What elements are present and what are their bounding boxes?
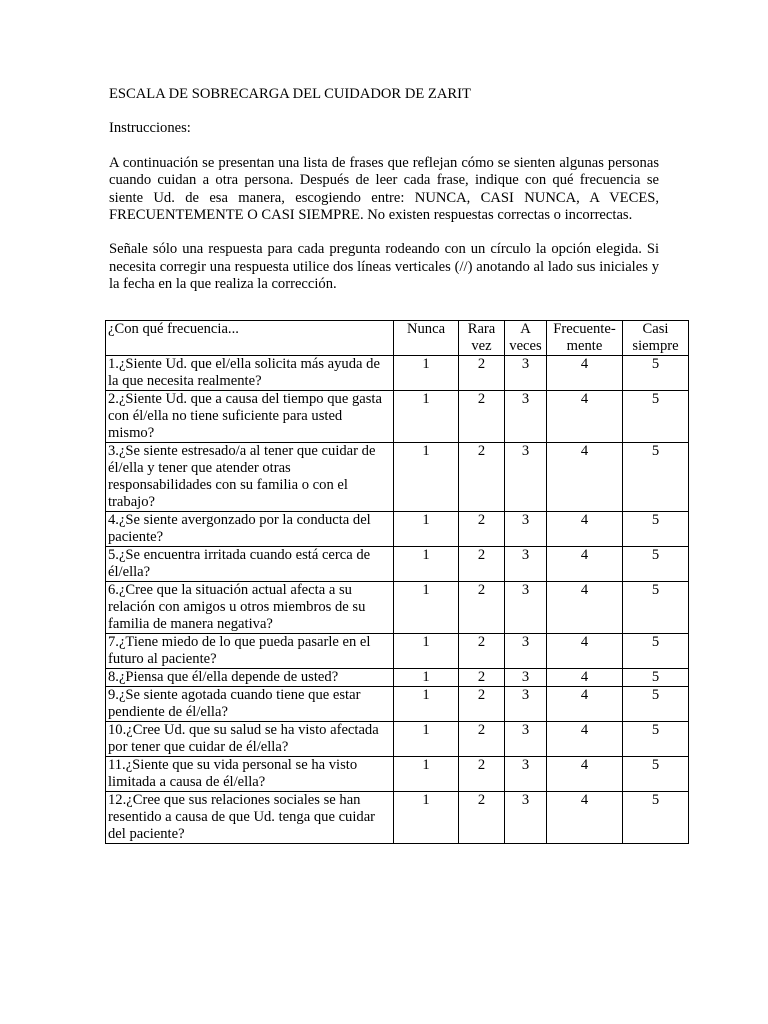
option-rara-vez[interactable]: 2 bbox=[459, 722, 505, 757]
option-frecuentemente[interactable]: 4 bbox=[547, 391, 623, 443]
option-rara-vez[interactable]: 2 bbox=[459, 757, 505, 792]
option-casi-siempre[interactable]: 5 bbox=[623, 669, 689, 687]
option-a-veces[interactable]: 3 bbox=[505, 443, 547, 512]
option-frecuentemente[interactable]: 4 bbox=[547, 356, 623, 391]
instructions-paragraph-2: Señale sólo una respuesta para cada pregunta rodeando con un círculo la opción elegida. Si necesita corregir una respuesta utilice dos líneas verticales (//) anotando al lado sus iniciales y la fecha en la que realiza la corrección. bbox=[109, 241, 659, 293]
option-casi-siempre[interactable]: 5 bbox=[623, 722, 689, 757]
option-a-veces[interactable]: 3 bbox=[505, 356, 547, 391]
option-casi-siempre[interactable]: 5 bbox=[623, 356, 689, 391]
header-frecuentemente: Frecuente- mente bbox=[547, 321, 623, 356]
option-a-veces[interactable]: 3 bbox=[505, 391, 547, 443]
option-a-veces[interactable]: 3 bbox=[505, 582, 547, 634]
question-cell: 6.¿Cree que la situación actual afecta a su relación con amigos u otros miembros de su familia de manera negativa? bbox=[106, 582, 394, 634]
option-a-veces[interactable]: 3 bbox=[505, 687, 547, 722]
option-nunca[interactable]: 1 bbox=[394, 634, 459, 669]
option-rara-vez[interactable]: 2 bbox=[459, 792, 505, 844]
option-casi-siempre[interactable]: 5 bbox=[623, 687, 689, 722]
table-row bbox=[106, 512, 689, 547]
header-question: ¿Con qué frecuencia... bbox=[106, 321, 394, 356]
option-frecuentemente[interactable]: 4 bbox=[547, 582, 623, 634]
question-cell: 3.¿Se siente estresado/a al tener que cuidar de él/ella y tener que atender otras responsabilidades con su familia o con el trabajo? bbox=[106, 443, 394, 512]
table-row bbox=[106, 443, 689, 512]
option-rara-vez[interactable]: 2 bbox=[459, 687, 505, 722]
option-nunca[interactable]: 1 bbox=[394, 582, 459, 634]
header-casi-siempre: Casi siempre bbox=[623, 321, 689, 356]
option-nunca[interactable]: 1 bbox=[394, 722, 459, 757]
option-nunca[interactable]: 1 bbox=[394, 757, 459, 792]
question-cell: 1.¿Siente Ud. que el/ella solicita más ayuda de la que necesita realmente? bbox=[106, 356, 394, 391]
document-body bbox=[109, 86, 659, 294]
question-cell: 10.¿Cree Ud. que su salud se ha visto afectada por tener que cuidar de él/ella? bbox=[106, 722, 394, 757]
option-casi-siempre[interactable]: 5 bbox=[623, 634, 689, 669]
option-casi-siempre[interactable]: 5 bbox=[623, 582, 689, 634]
option-rara-vez[interactable]: 2 bbox=[459, 356, 505, 391]
option-nunca[interactable]: 1 bbox=[394, 512, 459, 547]
table-row bbox=[106, 687, 689, 722]
table-row bbox=[106, 757, 689, 792]
option-frecuentemente[interactable]: 4 bbox=[547, 792, 623, 844]
option-casi-siempre[interactable]: 5 bbox=[623, 757, 689, 792]
table-row bbox=[106, 722, 689, 757]
table-row bbox=[106, 669, 689, 687]
option-nunca[interactable]: 1 bbox=[394, 547, 459, 582]
question-cell: 2.¿Siente Ud. que a causa del tiempo que gasta con él/ella no tiene suficiente para usted mismo? bbox=[106, 391, 394, 443]
option-nunca[interactable]: 1 bbox=[394, 391, 459, 443]
option-frecuentemente[interactable]: 4 bbox=[547, 687, 623, 722]
question-cell: 9.¿Se siente agotada cuando tiene que estar pendiente de él/ella? bbox=[106, 687, 394, 722]
option-a-veces[interactable]: 3 bbox=[505, 669, 547, 687]
question-cell: 12.¿Cree que sus relaciones sociales se han resentido a causa de que Ud. tenga que cuidar del paciente? bbox=[106, 792, 394, 844]
option-rara-vez[interactable]: 2 bbox=[459, 634, 505, 669]
option-a-veces[interactable]: 3 bbox=[505, 634, 547, 669]
header-nunca: Nunca bbox=[394, 321, 459, 356]
option-rara-vez[interactable]: 2 bbox=[459, 391, 505, 443]
option-nunca[interactable]: 1 bbox=[394, 443, 459, 512]
table-row bbox=[106, 391, 689, 443]
option-frecuentemente[interactable]: 4 bbox=[547, 669, 623, 687]
option-rara-vez[interactable]: 2 bbox=[459, 547, 505, 582]
option-a-veces[interactable]: 3 bbox=[505, 757, 547, 792]
table-row bbox=[106, 547, 689, 582]
option-a-veces[interactable]: 3 bbox=[505, 547, 547, 582]
option-frecuentemente[interactable]: 4 bbox=[547, 512, 623, 547]
option-casi-siempre[interactable]: 5 bbox=[623, 547, 689, 582]
option-casi-siempre[interactable]: 5 bbox=[623, 443, 689, 512]
question-cell: 7.¿Tiene miedo de lo que pueda pasarle en el futuro al paciente? bbox=[106, 634, 394, 669]
zarit-scale-table bbox=[105, 320, 689, 844]
option-nunca[interactable]: 1 bbox=[394, 669, 459, 687]
option-a-veces[interactable]: 3 bbox=[505, 792, 547, 844]
option-rara-vez[interactable]: 2 bbox=[459, 582, 505, 634]
option-casi-siempre[interactable]: 5 bbox=[623, 512, 689, 547]
question-cell: 8.¿Piensa que él/ella depende de usted? bbox=[106, 669, 394, 687]
option-frecuentemente[interactable]: 4 bbox=[547, 722, 623, 757]
option-rara-vez[interactable]: 2 bbox=[459, 512, 505, 547]
question-cell: 4.¿Se siente avergonzado por la conducta del paciente? bbox=[106, 512, 394, 547]
instructions-paragraph-1: A continuación se presentan una lista de frases que reflejan cómo se sienten algunas personas cuando cuidan a otra persona. Después de leer cada frase, indique con qué frecuencia se siente Ud. de esa manera, escogiendo entre: NUNCA, CASI NUNCA, A VECES, FRECUENTEMENTE O CASI SIEMPRE. No existen respuestas correctas o incorrectas. bbox=[109, 154, 659, 224]
option-frecuentemente[interactable]: 4 bbox=[547, 634, 623, 669]
header-a-veces: A veces bbox=[505, 321, 547, 356]
question-cell: 11.¿Siente que su vida personal se ha visto limitada a causa de él/ella? bbox=[106, 757, 394, 792]
option-frecuentemente[interactable]: 4 bbox=[547, 757, 623, 792]
option-casi-siempre[interactable]: 5 bbox=[623, 391, 689, 443]
table-header-row bbox=[106, 321, 689, 356]
option-casi-siempre[interactable]: 5 bbox=[623, 792, 689, 844]
option-a-veces[interactable]: 3 bbox=[505, 722, 547, 757]
table-row bbox=[106, 634, 689, 669]
instructions-label: Instrucciones: bbox=[109, 120, 191, 137]
option-rara-vez[interactable]: 2 bbox=[459, 669, 505, 687]
header-rara-vez: Rara vez bbox=[459, 321, 505, 356]
option-nunca[interactable]: 1 bbox=[394, 792, 459, 844]
option-frecuentemente[interactable]: 4 bbox=[547, 443, 623, 512]
question-cell: 5.¿Se encuentra irritada cuando está cerca de él/ella? bbox=[106, 547, 394, 582]
option-nunca[interactable]: 1 bbox=[394, 356, 459, 391]
option-nunca[interactable]: 1 bbox=[394, 687, 459, 722]
option-rara-vez[interactable]: 2 bbox=[459, 443, 505, 512]
option-a-veces[interactable]: 3 bbox=[505, 512, 547, 547]
document-title: ESCALA DE SOBRECARGA DEL CUIDADOR DE ZARIT bbox=[109, 86, 471, 102]
table-row bbox=[106, 582, 689, 634]
table-row bbox=[106, 792, 689, 844]
option-frecuentemente[interactable]: 4 bbox=[547, 547, 623, 582]
table-row bbox=[106, 356, 689, 391]
